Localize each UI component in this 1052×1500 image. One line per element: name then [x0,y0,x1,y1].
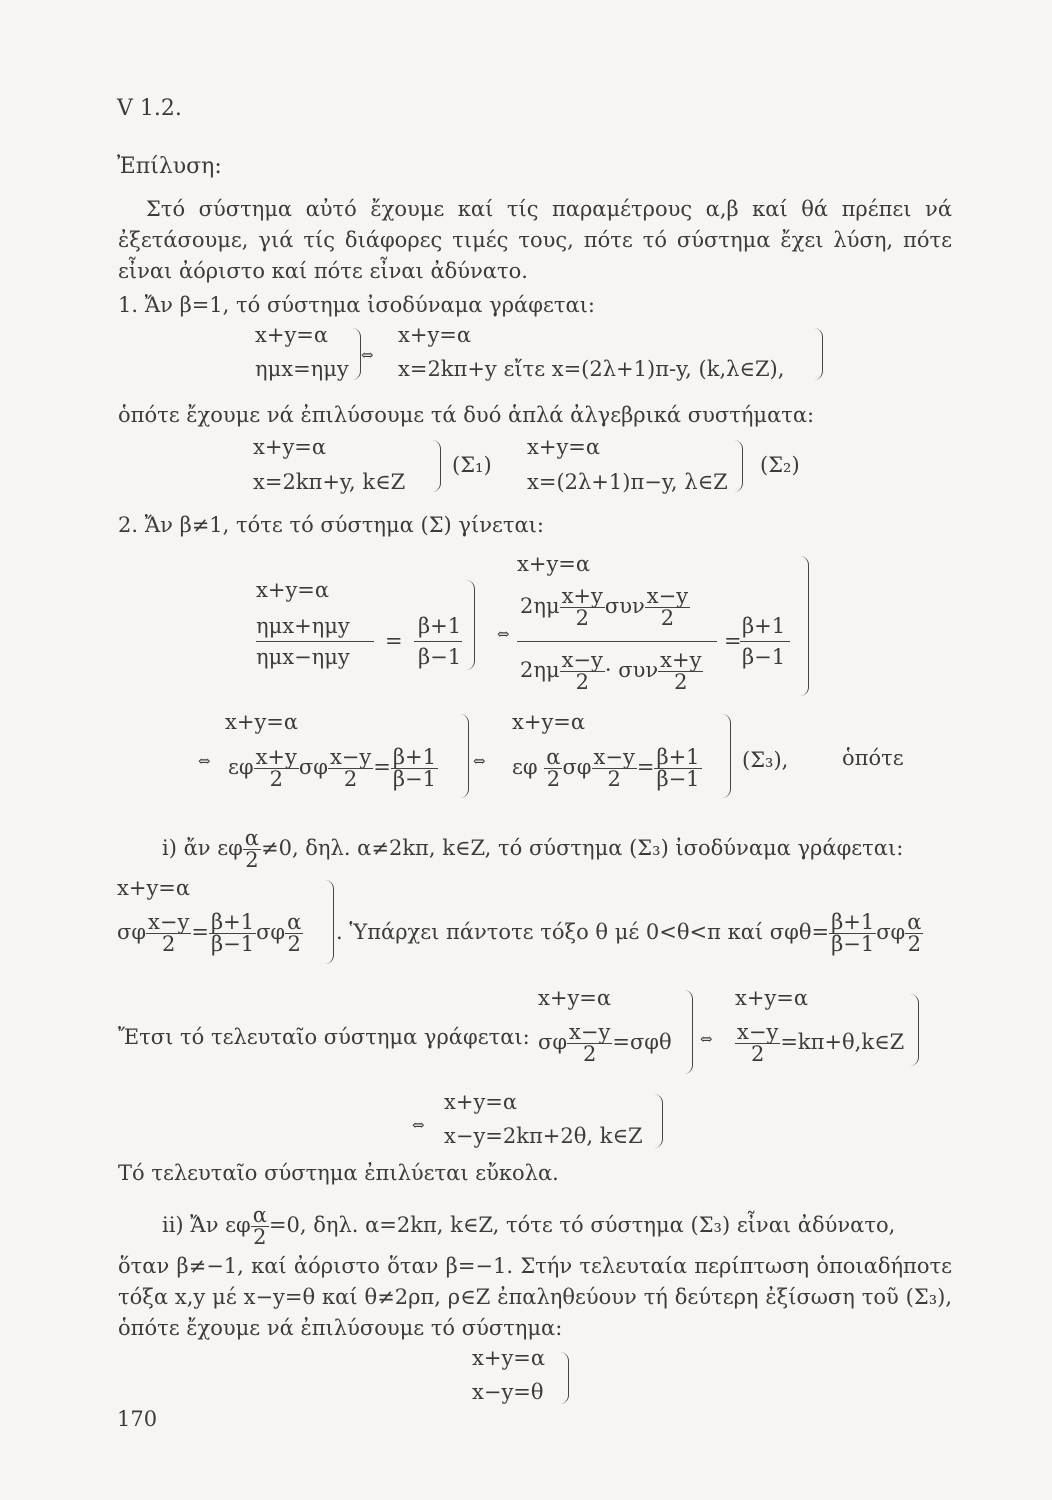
sub-i-u-brace [910,994,919,1066]
final-eq1: x+y=α [472,1346,546,1370]
case2-left-bden: β−1 [418,645,462,669]
sys1-eq1: x+y=α [253,435,327,459]
sys2-brace [734,440,743,492]
sub-i-t-brace [684,990,693,1074]
case1-left-eq1: x+y=α [255,323,329,347]
case1-right-eq2: x=2kπ+y εἴτε x=(2λ+1)π-y, (k,λ∈Z), [398,357,785,381]
case2-left-den: ημx−ημy [256,645,350,669]
case2-right-bline [740,641,790,642]
case2-left-bnum: β+1 [418,614,462,638]
case2-opote: ὁπότε [842,746,904,770]
case1-right-brace [814,328,823,380]
case2-left-brace [466,580,475,670]
case2-right-bnum: β+1 [742,614,786,638]
sys2-tag: (Σ₂) [760,453,800,477]
case2-right-eq1: x+y=α [517,552,591,576]
solution-heading: Ἐπίλυση: [117,154,222,179]
sub-i-arrow1: ⇔ [700,1030,713,1048]
case2-right-fracline [517,641,717,642]
case2-left-eq: = [385,629,403,653]
sub-i-eq1: x+y=α [117,876,191,900]
final-brace [560,1352,569,1404]
case2-right-num: 2ημ $\frac{x+y}{2}$ συν $\frac{x-y}{2}$ [520,584,689,630]
sub-i-t2: σφ $\frac{x-y}{2}$ =σφθ [538,1020,672,1066]
sub-i-exists: . Ὑπάρχει πάντοτε τόξο θ μέ 0<θ<π καί σφθ= $\frac{\beta+1}{\beta-1}$ σφ $\frac{\alpha}{2}$ [336,910,922,956]
section-number: V 1.2. [117,96,182,121]
sys3-tag: (Σ₃), [742,748,789,772]
sys1-eq2: x=2kπ+y, k∈Z [253,470,406,494]
intro-paragraph: Στό σύστημα αὐτό ἔχουμε καί τίς παραμέτρους α,β καί θά πρέπει νά ἐξετάσουμε, γιά τίς διάφορες τιμές τους, πότε τό σύστημα ἔχει λύση, πότε εἶναι ἀόριστο καί πότε εἶναι ἀδύνατο. [118,197,952,283]
page-number: 170 [117,1407,158,1431]
sub-ii-paragraph: ὅταν β≠−1, καί ἀόριστο ὅταν β=−1. Στήν τελευταία περίπτωση ὁποιαδήποτε τόξα x,y μέ x−y=θ καί θ≠2ρπ, ρ∈Z ἐπαληθεύουν τή δεύτερη ἐξίσωση τοῦ (Σ₃), ὁπότε ἔχουμε νά ἐπιλύσουμε τό σύστημα: [118,1254,952,1340]
case2-m-eq2: εφ $\frac{x+y}{2}$ σφ $\frac{x-y}{2}$ = $\frac{\beta+1}{\beta-1}$ [228,745,436,791]
sub-i-eq2: σφ $\frac{x-y}{2}$ = $\frac{\beta+1}{\beta-1}$ σφ $\frac{\alpha}{2}$ [117,910,302,956]
sub-i-solved: Τό τελευταῖο σύστημα ἐπιλύεται εὔκολα. [118,1161,559,1185]
case2-right-den: 2ημ $\frac{x-y}{2}$ · συν $\frac{x+y}{2}$ [520,648,702,694]
sub-ii-lead: ii) Ἄν εφ $\frac{\alpha}{2}$ =0, δηλ. α=2kπ, k∈Z, τότε τό σύστημα (Σ₃) εἶναι ἀδύνατο, [162,1203,896,1249]
case2-right-brace [800,556,809,696]
case2-n-arrow: ⇔ [473,752,486,770]
case2-lead: 2. Ἄν β≠1, τότε τό σύστημα (Σ) γίνεται: [118,513,544,537]
case1-left-brace [352,328,361,380]
case2-n-eq1: x+y=α [512,710,586,734]
sub-i-lead: i) ἄν εφ $\frac{\alpha}{2}$ ≠0, δηλ. α≠2kπ, k∈Z, τό σύστημα (Σ₃) ἰσοδύναμα γράφεται: [162,826,904,872]
sub-i-u2: $\frac{x-y}{2}$ =kπ+θ,k∈Z [737,1020,905,1066]
sub-i-v-brace [654,1094,663,1148]
case2-m-brace [460,714,469,798]
case1-then: ὁπότε ἔχουμε νά ἐπιλύσουμε τά δυό ἁπλά ἀλγεβρικά συστήματα: [118,403,815,427]
case2-m-eq1: x+y=α [225,710,299,734]
sys1-tag: (Σ₁) [452,453,492,477]
sub-i-t1: x+y=α [538,986,612,1010]
case2-left-fracline [256,641,374,642]
sub-i-brace [325,880,334,964]
sub-i-etsi: Ἔτσι τό τελευταῖο σύστημα γράφεται: [118,1025,530,1049]
case2-left-num: ημx+ημy [256,614,350,638]
case2-n-brace [722,714,731,798]
case2-left-bline [414,641,462,642]
sub-i-v2: x−y=2kπ+2θ, k∈Z [444,1124,643,1148]
case2-arrow: ⇔ [497,625,510,643]
sys1-brace [432,440,441,492]
final-eq2: x−y=θ [472,1380,544,1404]
sub-i-arrow2: ⇔ [412,1116,425,1134]
case2-right-eq: = [724,629,742,653]
case1-lead: 1. Ἄν β=1, τό σύστημα ἰσοδύναμα γράφεται: [118,293,595,317]
case2-m-arrow: ⇔ [198,752,211,770]
case1-right-eq1: x+y=α [398,323,472,347]
case2-left-eq1: x+y=α [256,578,330,602]
case1-arrow: ⇔ [361,346,374,364]
sys2-eq1: x+y=α [527,435,601,459]
case1-left-eq2: ημx=ημy [255,357,349,381]
case2-n-eq2: εφ $\frac{\alpha}{2}$ σφ $\frac{x-y}{2}$ = $\frac{\beta+1}{\beta-1}$ [512,745,700,791]
sub-i-v1: x+y=α [444,1090,518,1114]
sys2-eq2: x=(2λ+1)π−y, λ∈Z [527,470,728,494]
sub-i-u1: x+y=α [735,986,809,1010]
case2-right-bden: β−1 [742,645,786,669]
